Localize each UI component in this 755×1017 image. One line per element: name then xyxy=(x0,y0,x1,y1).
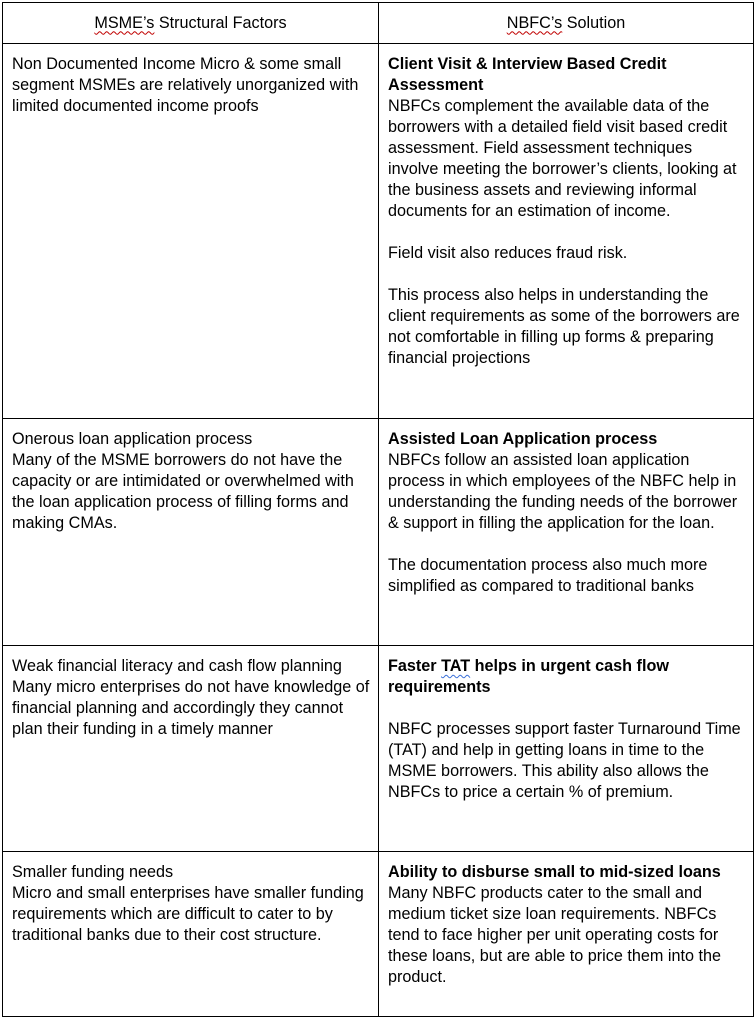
factor-text: Many micro enterprises do not have knowledge of financial planning and accordingly they cannot plan their funding in a timely manner xyxy=(12,678,370,738)
factor-text: Many of the MSME borrowers do not have the capacity or are intimidated or overwhelmed with the loan application process of filling forms and making CMAs. xyxy=(12,451,354,532)
solution-paragraph: The documentation process also much more simplified as compared to traditional banks xyxy=(388,556,708,595)
solution-title: Faster TAT helps in urgent cash flow requirements xyxy=(388,657,669,696)
solution-paragraph: Field visit also reduces fraud risk. xyxy=(388,244,628,262)
factor-title: Smaller funding needs xyxy=(12,863,174,881)
factors-solutions-table xyxy=(2,2,754,1017)
factor-cell xyxy=(3,646,379,852)
table-row xyxy=(3,419,754,646)
solution-title: Client Visit & Interview Based Credit Assessment xyxy=(388,55,667,94)
header-msme-word: MSME’s xyxy=(94,13,155,32)
column-header-factors: MSME’s Structural Factors xyxy=(3,3,379,44)
solution-title: Ability to disburse small to mid-sized loans xyxy=(388,863,721,881)
factor-cell xyxy=(3,852,379,1017)
solution-paragraph: NBFC processes support faster Turnaround Time (TAT) and help in getting loans in time to the MSME borrowers. This ability also allows the NBFCs to price a certain % of premium. xyxy=(388,720,741,801)
table-row xyxy=(3,44,754,419)
factor-title: Onerous loan application process xyxy=(12,430,253,448)
solution-cell xyxy=(379,419,754,646)
table-row xyxy=(3,646,754,852)
factor-cell xyxy=(3,419,379,646)
solution-paragraph: NBFCs complement the available data of the borrowers with a detailed field visit based credit assessment. Field assessment techniques involve meeting the borrower’s clients, looking at the business assets and reviewing informal documents for an estimation of income. xyxy=(388,97,737,220)
header-nbfc-word: NBFC’s xyxy=(506,13,563,32)
solution-paragraph: This process also helps in understanding the client requirements as some of the borrowers are not comfortable in filling up forms & preparing financial projections xyxy=(388,286,740,367)
solution-cell xyxy=(379,852,754,1017)
factor-cell xyxy=(3,44,379,419)
solution-cell xyxy=(379,646,754,852)
column-header-solutions: NBFC’s Solution xyxy=(379,3,754,44)
header-row xyxy=(3,3,754,44)
factor-text: Micro and small enterprises have smaller funding requirements which are difficult to cater to by traditional banks due to their cost structure. xyxy=(12,884,364,944)
solution-paragraph: NBFCs follow an assisted loan application process in which employees of the NBFC help in understanding the funding needs of the borrower & support in filling the application for the loan. xyxy=(388,451,738,532)
solution-cell xyxy=(379,44,754,419)
solution-title: Assisted Loan Application process xyxy=(388,430,658,448)
table-row xyxy=(3,852,754,1017)
tat-word: TAT xyxy=(441,657,471,675)
factor-title: Weak financial literacy and cash flow planning xyxy=(12,657,342,675)
factor-text: Non Documented Income Micro & some small segment MSMEs are relatively unorganized with limited documented income proofs xyxy=(12,55,359,115)
solution-paragraph: Many NBFC products cater to the small and medium ticket size loan requirements. NBFCs tend to face higher per unit operating costs for these loans, but are able to price them into the product. xyxy=(388,884,721,986)
